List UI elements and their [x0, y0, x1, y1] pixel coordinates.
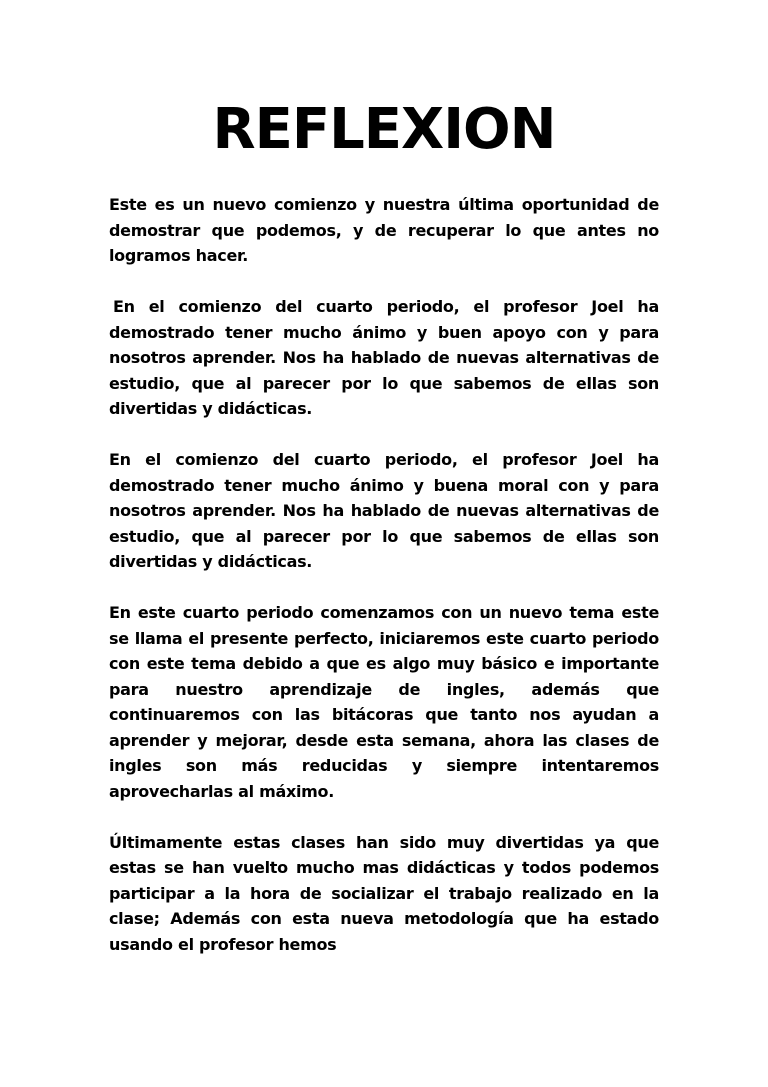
- document-title: REFLEXION: [212, 97, 556, 162]
- paragraph-1: Este es un nuevo comienzo y nuestra última oportunidad de demostrar que podemos, y de recuperar lo que antes no logramos hacer.: [109, 195, 659, 265]
- paragraph-5: Últimamente estas clases han sido muy divertidas ya que estas se han vuelto mucho mas didácticas y todos podemos participar a la hora de socializar el trabajo realizado en la clase; Además con esta nueva metodología que ha estado usando el profesor hemos: [109, 832, 659, 954]
- paragraph-4: En este cuarto periodo comenzamos con un nuevo tema este se llama el presente perfecto, iniciaremos este cuarto periodo con este tema debido a que es algo muy básico e importante para nuestro aprendizaje de ingles, además que continuaremos con las bitácoras que tanto nos ayudan a aprender y mejorar, desde esta semana, ahora las clases de ingles son más reducidas y siempre intentaremos aprovecharlas al máximo.: [109, 603, 659, 801]
- document-body: [109, 192, 659, 983]
- paragraph-2: En el comienzo del cuarto periodo, el profesor Joel ha demostrado tener mucho ánimo y buen apoyo con y para nosotros aprender. Nos ha hablado de nuevas alternativas de estudio, que al parecer por lo que sabemos de ellas son divertidas y didácticas.: [109, 297, 659, 418]
- paragraph-3: En el comienzo del cuarto periodo, el profesor Joel ha demostrado tener mucho ánimo y buena moral con y para nosotros aprender. Nos ha hablado de nuevas alternativas de estudio, que al parecer por lo que sabemos de ellas son divertidas y didácticas.: [109, 450, 659, 571]
